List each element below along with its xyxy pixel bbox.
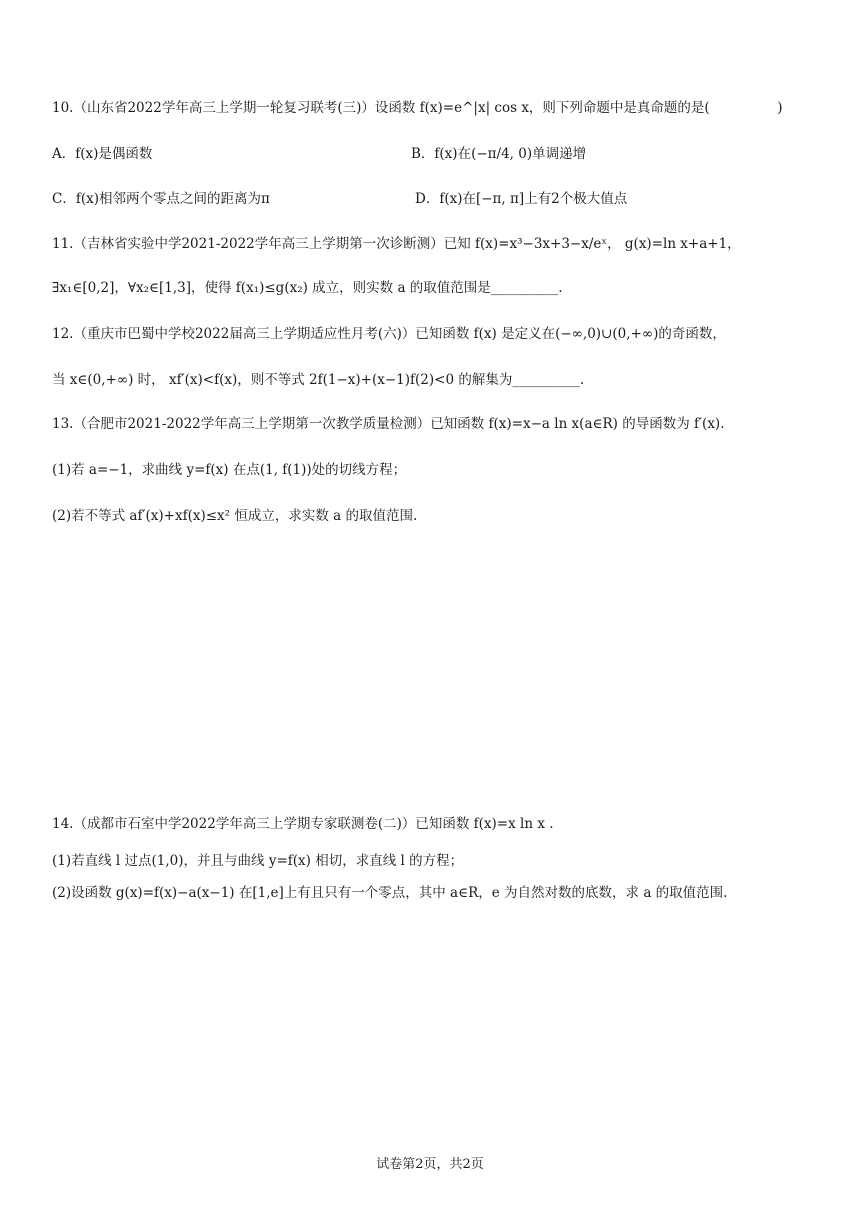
question-10-option-d: D．f(x)在[−π, π]上有2个极大值点 (415, 191, 628, 207)
question-10-option-b: B．f(x)在(−π/4, 0)单调递增 (411, 146, 587, 162)
question-10-option-a: A．f(x)是偶函数 (52, 146, 153, 162)
question-12-line-1: 12.（重庆市巴蜀中学校2022届高三上学期适应性月考(六)）已知函数 f(x) 是定义在(−∞,0)∪(0,+∞)的奇函数， (52, 326, 726, 342)
question-13-line-1: 13.（合肥市2021-2022学年高三上学期第一次教学质量检测）已知函数 f(x)=x−a ln x(a∈R) 的导函数为 f′(x). (52, 416, 725, 432)
page-footer: 试卷第2页，共2页 (376, 1157, 484, 1172)
question-14-line-1: 14.（成都市石室中学2022学年高三上学期专家联测卷(二)）已知函数 f(x)=x ln x . (52, 816, 554, 832)
question-10-option-c: C．f(x)相邻两个零点之间的距离为π (52, 191, 270, 207)
question-11-line-1: 11.（吉林省实验中学2021-2022学年高三上学期第一次诊断测）已知 f(x)=x³−3x+3−x/eˣ， g(x)=ln x+a+1， (52, 236, 741, 252)
question-10-stem: 10.（山东省2022学年高三上学期一轮复习联考(三)）设函数 f(x)=e^|x| cos x，则下列命题中是真命题的是( ) (52, 100, 783, 116)
question-13-part-1: (1)若 a=−1，求曲线 y=f(x) 在点(1, f(1))处的切线方程； (52, 462, 407, 478)
question-14-part-1: (1)若直线 l 过点(1,0)，并且与曲线 y=f(x) 相切，求直线 l 的方程； (52, 853, 464, 869)
question-14-part-2: (2)设函数 g(x)=f(x)−a(x−1) 在[1,e]上有且只有一个零点，其中 a∈R，e 为自然对数的底数，求 a 的取值范围. (52, 885, 728, 901)
question-12-line-2: 当 x∈(0,+∞) 时， xf′(x)<f(x)，则不等式 2f(1−x)+(x−1)f(2)<0 的解集为__________. (52, 372, 585, 388)
question-11-line-2: ∃x₁∈[0,2]，∀x₂∈[1,3]，使得 f(x₁)≤g(x₂) 成立，则实数 a 的取值范围是__________. (52, 280, 563, 296)
question-13-part-2: (2)若不等式 af′(x)+xf(x)≤x² 恒成立，求实数 a 的取值范围. (52, 508, 418, 524)
